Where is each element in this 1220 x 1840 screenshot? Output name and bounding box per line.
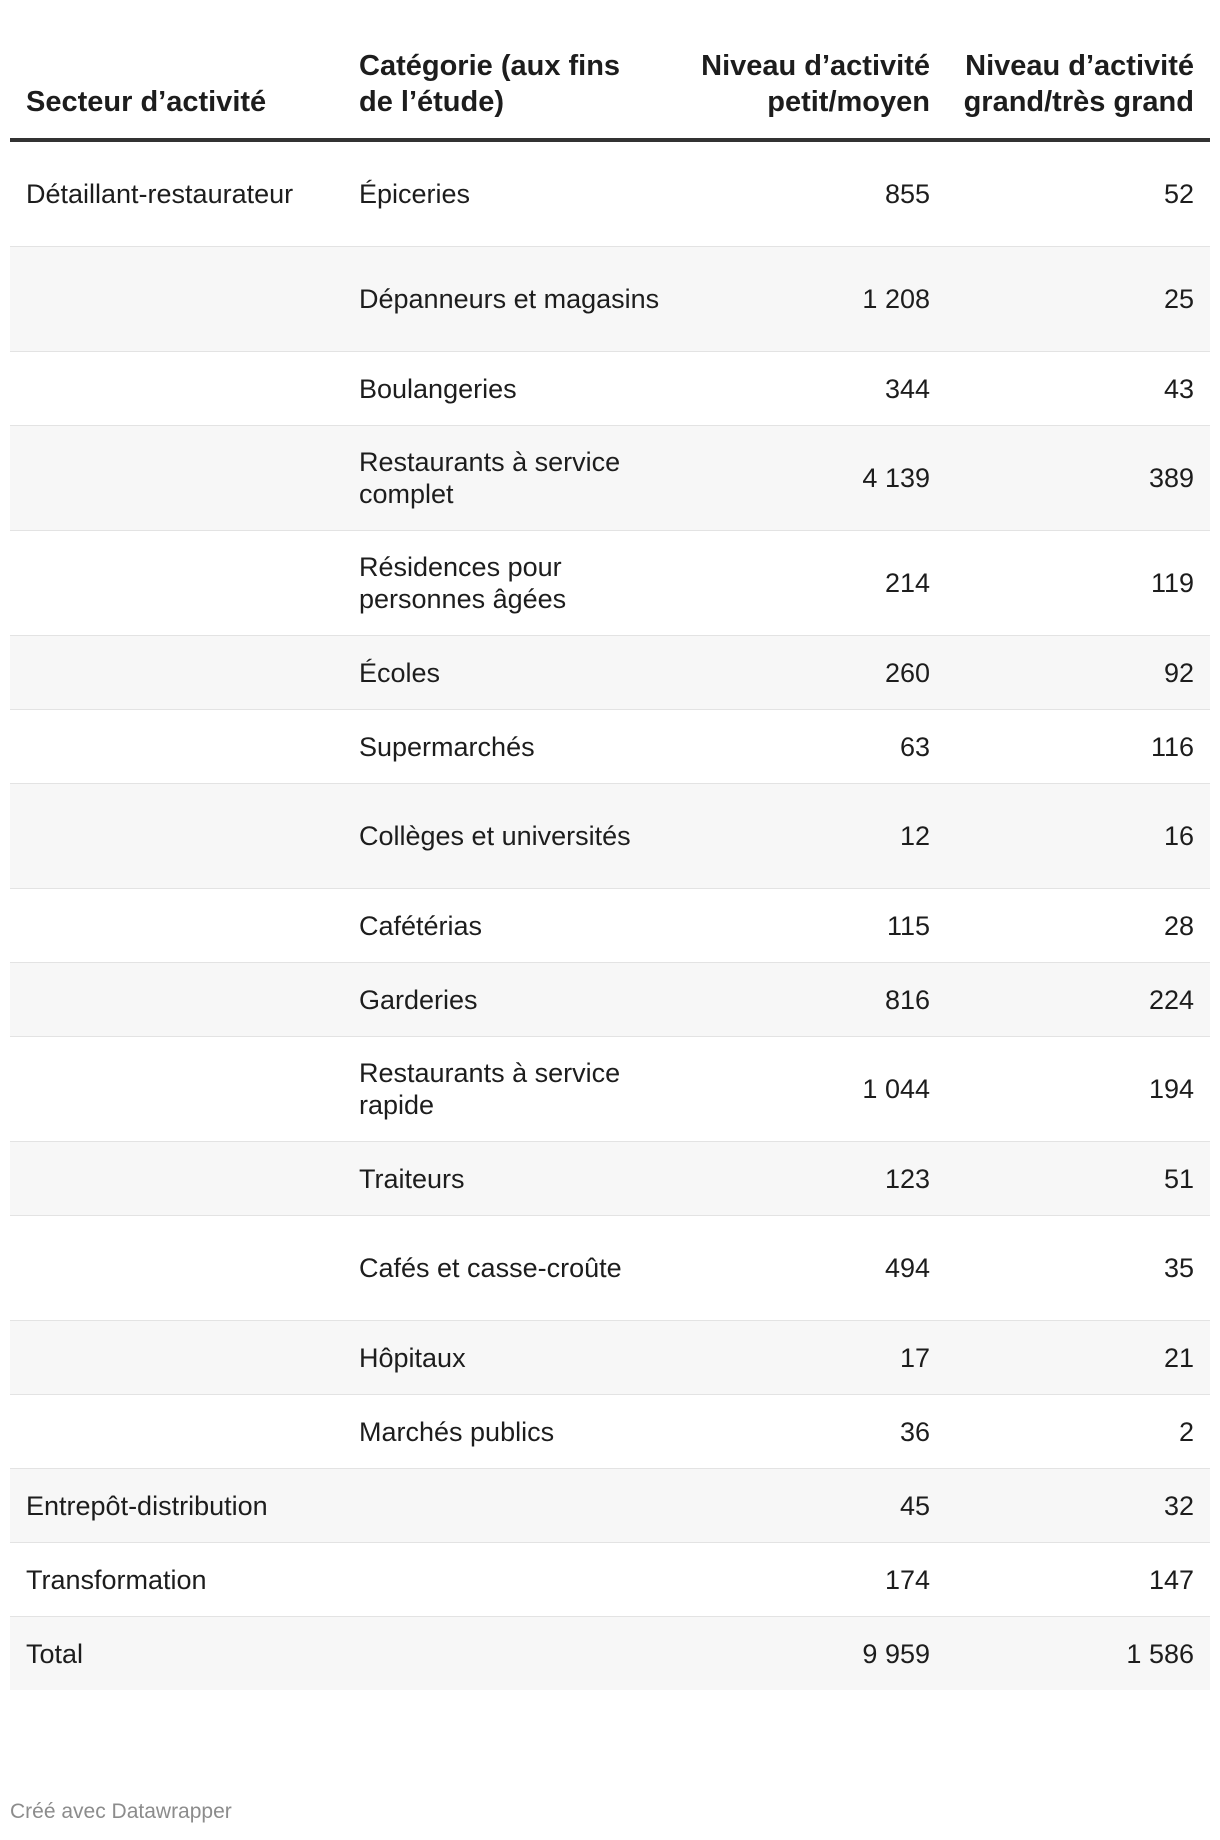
cell-category: Cafétérias <box>343 889 676 963</box>
column-header-small-medium: Niveau d’activité petit/moyen <box>676 30 946 140</box>
cell-sector: Entrepôt-distribution <box>10 1469 343 1543</box>
cell-small-medium: 260 <box>676 636 946 710</box>
table-row <box>10 426 1210 531</box>
cell-small-medium: 123 <box>676 1142 946 1216</box>
cell-large: 25 <box>946 247 1210 352</box>
table-row <box>10 784 1210 889</box>
cell-sector: Total <box>10 1617 343 1691</box>
table-row <box>10 1543 1210 1617</box>
cell-small-medium: 214 <box>676 531 946 636</box>
cell-sector <box>10 1216 343 1321</box>
table-row <box>10 889 1210 963</box>
cell-large: 194 <box>946 1037 1210 1142</box>
cell-category: Restaurants à service complet <box>343 426 676 531</box>
table-row <box>10 247 1210 352</box>
cell-sector <box>10 710 343 784</box>
cell-large: 2 <box>946 1395 1210 1469</box>
table-row <box>10 1142 1210 1216</box>
data-table <box>10 30 1210 1690</box>
table-row <box>10 1469 1210 1543</box>
datawrapper-credit: Créé avec Datawrapper <box>10 1800 232 1823</box>
table-row <box>10 531 1210 636</box>
cell-category: Épiceries <box>343 140 676 247</box>
cell-category: Garderies <box>343 963 676 1037</box>
cell-small-medium: 1 044 <box>676 1037 946 1142</box>
cell-category: Cafés et casse-croûte <box>343 1216 676 1321</box>
cell-small-medium: 9 959 <box>676 1617 946 1691</box>
cell-sector <box>10 784 343 889</box>
cell-sector <box>10 1321 343 1395</box>
cell-category <box>343 1543 676 1617</box>
cell-large: 51 <box>946 1142 1210 1216</box>
table-row <box>10 1216 1210 1321</box>
cell-sector <box>10 963 343 1037</box>
cell-large: 28 <box>946 889 1210 963</box>
cell-large: 21 <box>946 1321 1210 1395</box>
cell-category: Marchés publics <box>343 1395 676 1469</box>
cell-small-medium: 816 <box>676 963 946 1037</box>
cell-sector <box>10 247 343 352</box>
cell-sector: Transformation <box>10 1543 343 1617</box>
column-header-category: Catégorie (aux fins de l’étude) <box>343 30 676 140</box>
cell-sector <box>10 889 343 963</box>
cell-large: 119 <box>946 531 1210 636</box>
cell-small-medium: 115 <box>676 889 946 963</box>
table-row <box>10 352 1210 426</box>
cell-category: Collèges et universités <box>343 784 676 889</box>
cell-small-medium: 494 <box>676 1216 946 1321</box>
cell-sector <box>10 531 343 636</box>
cell-small-medium: 36 <box>676 1395 946 1469</box>
cell-small-medium: 1 208 <box>676 247 946 352</box>
cell-large: 1 586 <box>946 1617 1210 1691</box>
cell-category: Hôpitaux <box>343 1321 676 1395</box>
cell-large: 147 <box>946 1543 1210 1617</box>
cell-large: 389 <box>946 426 1210 531</box>
table-row <box>10 1037 1210 1142</box>
column-header-large: Niveau d’activité grand/très grand <box>946 30 1210 140</box>
cell-category: Écoles <box>343 636 676 710</box>
cell-category <box>343 1469 676 1543</box>
cell-large: 52 <box>946 140 1210 247</box>
header-row <box>10 30 1210 140</box>
cell-category: Résidences pour personnes âgées <box>343 531 676 636</box>
cell-large: 35 <box>946 1216 1210 1321</box>
table-row <box>10 636 1210 710</box>
cell-small-medium: 855 <box>676 140 946 247</box>
cell-category: Boulangeries <box>343 352 676 426</box>
table-row <box>10 1395 1210 1469</box>
cell-category: Supermarchés <box>343 710 676 784</box>
cell-large: 16 <box>946 784 1210 889</box>
cell-small-medium: 17 <box>676 1321 946 1395</box>
cell-sector <box>10 636 343 710</box>
cell-category: Traiteurs <box>343 1142 676 1216</box>
cell-large: 92 <box>946 636 1210 710</box>
cell-small-medium: 45 <box>676 1469 946 1543</box>
total-row <box>10 1617 1210 1691</box>
cell-sector <box>10 1395 343 1469</box>
cell-small-medium: 174 <box>676 1543 946 1617</box>
cell-large: 32 <box>946 1469 1210 1543</box>
cell-category: Restaurants à service rapide <box>343 1037 676 1142</box>
cell-category: Dépanneurs et magasins <box>343 247 676 352</box>
column-header-sector: Secteur d’activité <box>10 30 343 140</box>
cell-small-medium: 344 <box>676 352 946 426</box>
cell-sector <box>10 426 343 531</box>
table-row <box>10 710 1210 784</box>
cell-sector: Détaillant-restaurateur <box>10 140 343 247</box>
cell-sector <box>10 1037 343 1142</box>
cell-small-medium: 63 <box>676 710 946 784</box>
table-row <box>10 140 1210 247</box>
cell-category <box>343 1617 676 1691</box>
cell-large: 116 <box>946 710 1210 784</box>
table-row <box>10 1321 1210 1395</box>
cell-small-medium: 4 139 <box>676 426 946 531</box>
cell-large: 224 <box>946 963 1210 1037</box>
cell-small-medium: 12 <box>676 784 946 889</box>
cell-sector <box>10 1142 343 1216</box>
table-row <box>10 963 1210 1037</box>
cell-sector <box>10 352 343 426</box>
cell-large: 43 <box>946 352 1210 426</box>
